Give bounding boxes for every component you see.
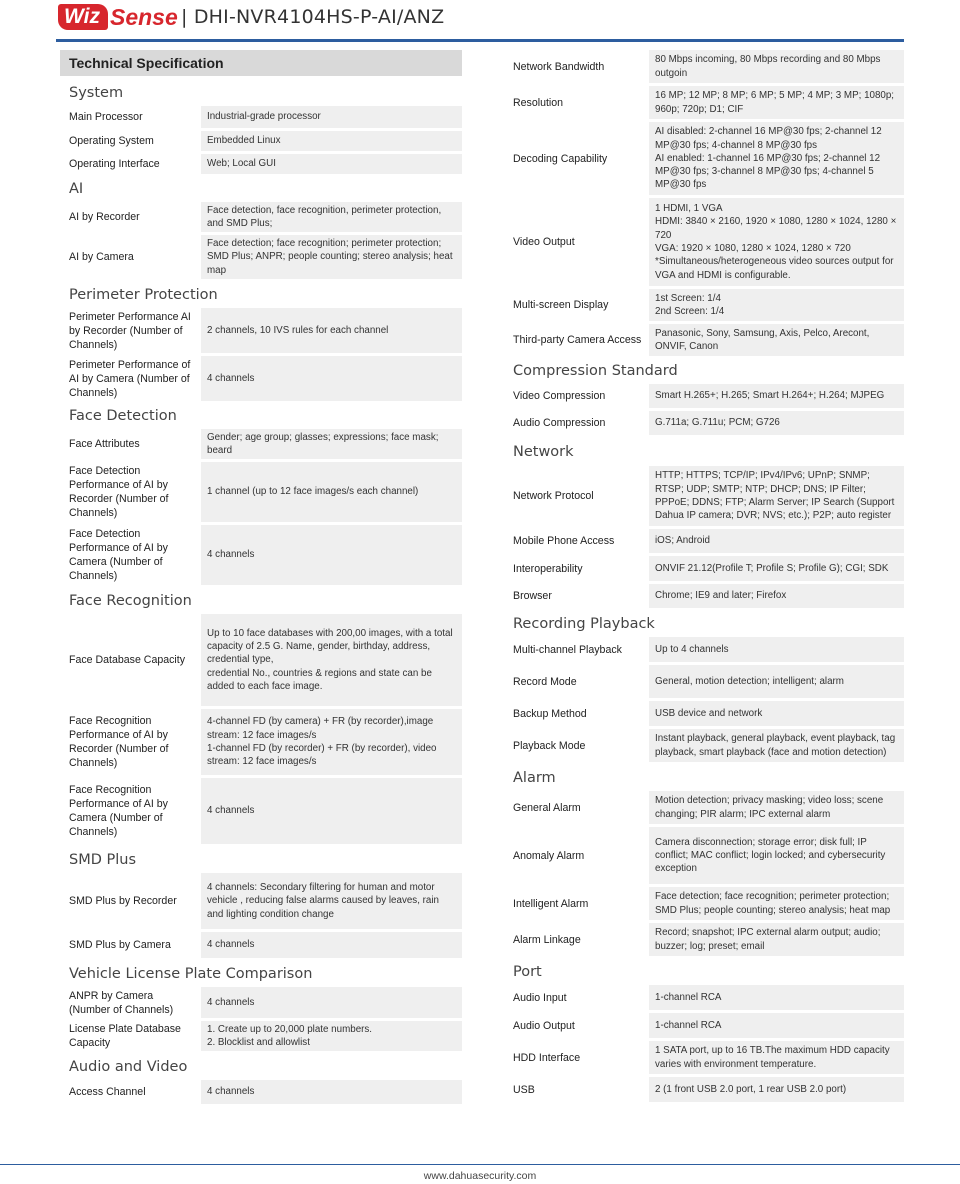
table-row bbox=[504, 827, 904, 884]
header-divider bbox=[56, 39, 904, 42]
left-column bbox=[60, 50, 462, 1107]
right-column bbox=[504, 50, 904, 1105]
spec-label: Browser bbox=[504, 584, 649, 608]
table-row bbox=[60, 525, 462, 585]
table-row bbox=[504, 665, 904, 698]
spec-label: Network Bandwidth bbox=[504, 50, 649, 83]
spec-label: HDD Interface bbox=[504, 1041, 649, 1074]
spec-label: Interoperability bbox=[504, 556, 649, 581]
spec-value: Up to 4 channels bbox=[649, 637, 904, 662]
spec-value: 4 channels bbox=[201, 356, 462, 401]
spec-value: AI disabled: 2-channel 16 MP@30 fps; 2-channel 12 MP@30 fps; 4-channel 8 MP@30 fps AI enabled: 1-channel 16 MP@30 fps; 2-channel 12 MP@30 fps; 3-channel 8 MP@30 fps; 4-channel 5 MP@30 fps bbox=[649, 122, 904, 195]
table-row bbox=[60, 462, 462, 522]
spec-label: Access Channel bbox=[60, 1080, 201, 1104]
logo-wiz: Wiz bbox=[58, 4, 108, 30]
table-row bbox=[504, 1041, 904, 1074]
section-title-audio-video: Audio and Video bbox=[69, 1059, 188, 1075]
table-row bbox=[504, 729, 904, 762]
section-title-ai: AI bbox=[69, 181, 84, 197]
spec-label: General Alarm bbox=[504, 791, 649, 824]
table-row bbox=[504, 122, 904, 195]
spec-value: 1-channel RCA bbox=[649, 1013, 904, 1038]
spec-value: Record; snapshot; IPC external alarm output; audio; buzzer; log; preset; email bbox=[649, 923, 904, 956]
spec-label: Anomaly Alarm bbox=[504, 827, 649, 884]
spec-value: iOS; Android bbox=[649, 529, 904, 553]
spec-label: Intelligent Alarm bbox=[504, 887, 649, 920]
table-row bbox=[60, 614, 462, 706]
spec-value: 1 SATA port, up to 16 TB.The maximum HDD capacity varies with environment temperature. bbox=[649, 1041, 904, 1074]
spec-value: Face detection; face recognition; perimeter protection; SMD Plus; people counting; stereo analysis; heat map bbox=[649, 887, 904, 920]
table-row bbox=[60, 873, 462, 929]
spec-title: Technical Specification bbox=[60, 50, 462, 76]
spec-value: Chrome; IE9 and later; Firefox bbox=[649, 584, 904, 608]
spec-value: Gender; age group; glasses; expressions; face mask; beard bbox=[201, 429, 462, 459]
spec-value: 2 channels, 10 IVS rules for each channel bbox=[201, 308, 462, 353]
spec-label: SMD Plus by Camera bbox=[60, 932, 201, 958]
spec-value: Smart H.265+; H.265; Smart H.264+; H.264; MJPEG bbox=[649, 384, 904, 408]
spec-value: G.711a; G.711u; PCM; G726 bbox=[649, 411, 904, 435]
spec-value: Motion detection; privacy masking; video loss; scene changing; PIR alarm; IPC external alarm bbox=[649, 791, 904, 824]
section-title-smd-plus: SMD Plus bbox=[69, 852, 137, 868]
spec-value: 1-channel RCA bbox=[649, 985, 904, 1010]
table-row bbox=[504, 324, 904, 356]
footer-url: www.dahuasecurity.com bbox=[423, 1170, 537, 1182]
table-row bbox=[504, 198, 904, 286]
table-row bbox=[60, 106, 462, 128]
table-row bbox=[504, 701, 904, 726]
spec-value: Instant playback, general playback, event playback, tag playback, smart playback (face and motion detection) bbox=[649, 729, 904, 762]
spec-value: HTTP; HTTPS; TCP/IP; IPv4/IPv6; UPnP; SNMP; RTSP; UDP; SMTP; NTP; DHCP; DNS; IP Filter; PPPoE; DDNS; FTP; Alarm Server; IP Search (Support Dahua IP camera; DVR; NVS; etc.); P2P; auto register bbox=[649, 466, 904, 526]
spec-value: 4-channel FD (by camera) + FR (by recorder),image stream: 12 face images/s 1-channel FD (by recorder) + FR (by recorder), video stream: 12 face images/s bbox=[201, 709, 462, 775]
section-title-network: Network bbox=[513, 444, 574, 460]
spec-label: USB bbox=[504, 1077, 649, 1102]
spec-label: Face Attributes bbox=[60, 429, 201, 459]
spec-label: Face Recognition Performance of AI by Recorder (Number of Channels) bbox=[60, 709, 201, 775]
table-row bbox=[60, 1080, 462, 1104]
spec-label: Multi-channel Playback bbox=[504, 637, 649, 662]
spec-value: 4 channels bbox=[201, 778, 462, 844]
spec-label: Playback Mode bbox=[504, 729, 649, 762]
spec-value: Embedded Linux bbox=[201, 131, 462, 151]
table-row bbox=[60, 429, 462, 459]
table-row bbox=[504, 1077, 904, 1102]
spec-label: Alarm Linkage bbox=[504, 923, 649, 956]
spec-value: Up to 10 face databases with 200,00 images, with a total capacity of 2.5 G. Name, gender, birthday, address, credential type, credential No., countries & regions and state can be added to each face image. bbox=[201, 614, 462, 706]
table-row bbox=[504, 411, 904, 435]
table-row bbox=[504, 466, 904, 526]
table-row bbox=[504, 637, 904, 662]
spec-value: 1 HDMI, 1 VGA HDMI: 3840 × 2160, 1920 × 1080, 1280 × 1024, 1280 × 720 VGA: 1920 × 1080, 1280 × 1024, 1280 × 720 *Simultaneous/heterogeneous video sources output for VGA and HDMI is configurable. bbox=[649, 198, 904, 286]
spec-label: Face Recognition Performance of AI by Camera (Number of Channels) bbox=[60, 778, 201, 844]
spec-value: 16 MP; 12 MP; 8 MP; 6 MP; 5 MP; 4 MP; 3 MP; 1080p; 960p; 720p; D1; CIF bbox=[649, 86, 904, 119]
spec-label: Third-party Camera Access bbox=[504, 324, 649, 356]
section-title-port: Port bbox=[513, 964, 542, 980]
spec-label: Operating System bbox=[60, 131, 201, 151]
spec-value: General, motion detection; intelligent; alarm bbox=[649, 665, 904, 698]
spec-label: Operating Interface bbox=[60, 154, 201, 174]
spec-label: License Plate Database Capacity bbox=[60, 1021, 201, 1051]
spec-label: Backup Method bbox=[504, 701, 649, 726]
spec-label: Record Mode bbox=[504, 665, 649, 698]
spec-label: Network Protocol bbox=[504, 466, 649, 526]
table-row bbox=[60, 778, 462, 844]
spec-value: 1st Screen: 1/4 2nd Screen: 1/4 bbox=[649, 289, 904, 321]
table-row bbox=[504, 384, 904, 408]
section-title-face-recognition: Face Recognition bbox=[69, 593, 192, 609]
table-row bbox=[60, 987, 462, 1018]
model-number: | DHI-NVR4104HS-P-AI/ANZ bbox=[181, 6, 445, 28]
spec-value: ONVIF 21.12(Profile T; Profile S; Profile G); CGI; SDK bbox=[649, 556, 904, 581]
spec-label: Perimeter Performance AI by Recorder (Number of Channels) bbox=[60, 308, 201, 353]
section-title-perimeter: Perimeter Protection bbox=[69, 287, 218, 303]
table-row bbox=[504, 529, 904, 553]
spec-value: 2 (1 front USB 2.0 port, 1 rear USB 2.0 port) bbox=[649, 1077, 904, 1102]
table-row bbox=[504, 86, 904, 119]
table-row bbox=[504, 289, 904, 321]
spec-value: Face detection; face recognition; perimeter protection; SMD Plus; ANPR; people counting; stereo analysis; heat map bbox=[201, 235, 462, 279]
footer-divider bbox=[0, 1164, 960, 1165]
wizsense-logo bbox=[58, 4, 178, 30]
table-row bbox=[60, 1021, 462, 1051]
spec-value: 4 channels: Secondary filtering for human and motor vehicle , reducing false alarms caused by leaves, rain and lighting condition change bbox=[201, 873, 462, 929]
spec-label: Face Detection Performance of AI by Recorder (Number of Channels) bbox=[60, 462, 201, 522]
section-title-system: System bbox=[69, 85, 124, 101]
spec-label: AI by Recorder bbox=[60, 202, 201, 232]
spec-value: Panasonic, Sony, Samsung, Axis, Pelco, Arecont, ONVIF, Canon bbox=[649, 324, 904, 356]
spec-value: 4 channels bbox=[201, 932, 462, 958]
spec-label: Multi-screen Display bbox=[504, 289, 649, 321]
spec-label: Face Detection Performance of AI by Camera (Number of Channels) bbox=[60, 525, 201, 585]
table-row bbox=[504, 1013, 904, 1038]
table-row bbox=[504, 887, 904, 920]
table-row bbox=[504, 791, 904, 824]
spec-label: Audio Output bbox=[504, 1013, 649, 1038]
section-title-compression: Compression Standard bbox=[513, 363, 678, 379]
spec-value: 4 channels bbox=[201, 525, 462, 585]
logo-sense: Sense bbox=[109, 4, 178, 30]
table-row bbox=[60, 932, 462, 958]
page-header bbox=[0, 0, 960, 44]
spec-label: Video Output bbox=[504, 198, 649, 286]
spec-value: USB device and network bbox=[649, 701, 904, 726]
table-row bbox=[504, 985, 904, 1010]
table-row bbox=[60, 154, 462, 174]
spec-label: Audio Compression bbox=[504, 411, 649, 435]
spec-label: Video Compression bbox=[504, 384, 649, 408]
spec-label: ANPR by Camera (Number of Channels) bbox=[60, 987, 201, 1018]
spec-label: Face Database Capacity bbox=[60, 614, 201, 706]
table-row bbox=[504, 584, 904, 608]
table-row bbox=[504, 50, 904, 83]
table-row bbox=[60, 709, 462, 775]
spec-label: AI by Camera bbox=[60, 235, 201, 279]
spec-value: 4 channels bbox=[201, 1080, 462, 1104]
table-row bbox=[504, 556, 904, 581]
spec-value: 1. Create up to 20,000 plate numbers. 2. Blocklist and allowlist bbox=[201, 1021, 462, 1051]
spec-value: Face detection, face recognition, perimeter protection, and SMD Plus; bbox=[201, 202, 462, 232]
table-row bbox=[60, 202, 462, 232]
spec-label: Main Processor bbox=[60, 106, 201, 128]
table-row bbox=[60, 235, 462, 279]
section-title-recording: Recording Playback bbox=[513, 616, 655, 632]
spec-value: 4 channels bbox=[201, 987, 462, 1018]
spec-value: 80 Mbps incoming, 80 Mbps recording and 80 Mbps outgoin bbox=[649, 50, 904, 83]
spec-value: Web; Local GUI bbox=[201, 154, 462, 174]
section-title-alarm: Alarm bbox=[513, 770, 556, 786]
table-row bbox=[60, 308, 462, 353]
spec-value: 1 channel (up to 12 face images/s each channel) bbox=[201, 462, 462, 522]
spec-label: SMD Plus by Recorder bbox=[60, 873, 201, 929]
spec-label: Resolution bbox=[504, 86, 649, 119]
spec-label: Perimeter Performance of AI by Camera (Number of Channels) bbox=[60, 356, 201, 401]
spec-label: Mobile Phone Access bbox=[504, 529, 649, 553]
section-title-face-detection: Face Detection bbox=[69, 408, 177, 424]
spec-label: Decoding Capability bbox=[504, 122, 649, 195]
spec-label: Audio Input bbox=[504, 985, 649, 1010]
table-row bbox=[60, 356, 462, 401]
section-title-vehicle: Vehicle License Plate Comparison bbox=[69, 966, 313, 982]
table-row bbox=[504, 923, 904, 956]
table-row bbox=[60, 131, 462, 151]
spec-value: Industrial-grade processor bbox=[201, 106, 462, 128]
spec-value: Camera disconnection; storage error; disk full; IP conflict; MAC conflict; login locked; and cybersecurity exception bbox=[649, 827, 904, 884]
